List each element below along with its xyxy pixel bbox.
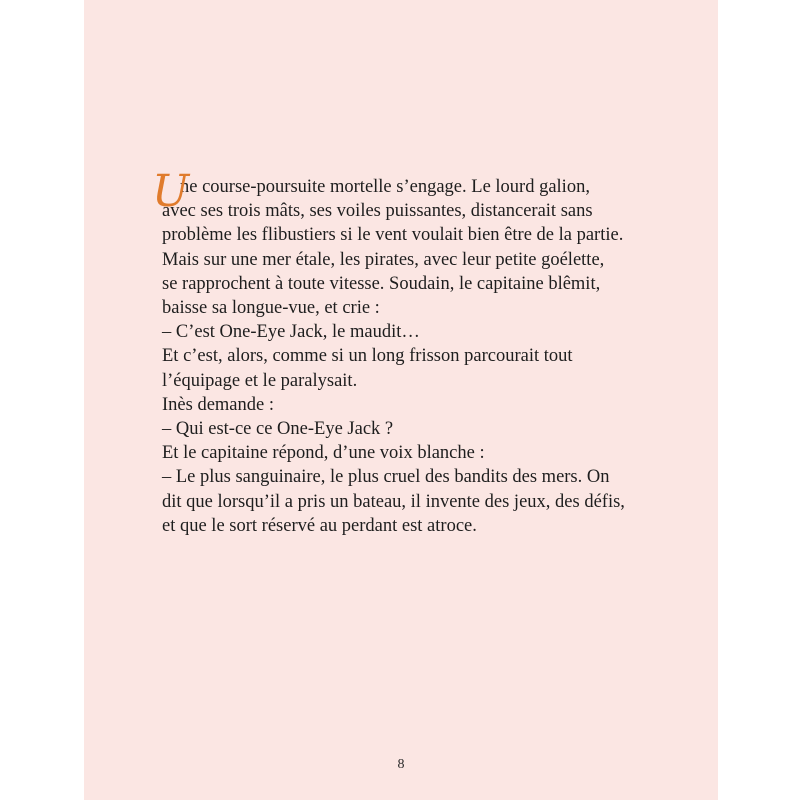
drop-cap-letter: U <box>152 166 190 217</box>
text-line: – C’est One-Eye Jack, le maudit… <box>162 322 420 343</box>
text-line: – Le plus sanguinaire, le plus cruel des bandits des mers. On <box>162 467 610 488</box>
text-line: Et le capitaine répond, d’une voix blanche : <box>162 443 485 464</box>
text-line: Inès demande : <box>162 394 274 415</box>
page-number: 8 <box>397 757 405 772</box>
text-line: – Qui est-ce ce One-Eye Jack ? <box>162 419 394 440</box>
text-line: se rapprochent à toute vitesse. Soudain, le capitaine blêmit, <box>162 273 601 294</box>
text-line: ne course-poursuite mortelle s’engage. Le lourd galion, <box>180 177 590 197</box>
text-line: avec ses trois mâts, ses voiles puissantes, distancerait sans <box>162 201 593 222</box>
story-text <box>152 166 642 538</box>
text-line: l’équipage et le paralysait. <box>162 370 358 391</box>
text-line: baisse sa longue-vue, et crie : <box>162 298 380 319</box>
text-line: Et c’est, alors, comme si un long frisson parcourait tout <box>162 346 573 367</box>
text-line: dit que lorsqu’il a pris un bateau, il invente des jeux, des défis, <box>162 491 625 512</box>
book-page <box>84 0 718 800</box>
text-line: problème les flibustiers si le vent voulait bien être de la partie. <box>162 225 624 246</box>
text-line: et que le sort réservé au perdant est atroce. <box>162 515 477 536</box>
text-line: Mais sur une mer étale, les pirates, avec leur petite goélette, <box>162 249 605 270</box>
